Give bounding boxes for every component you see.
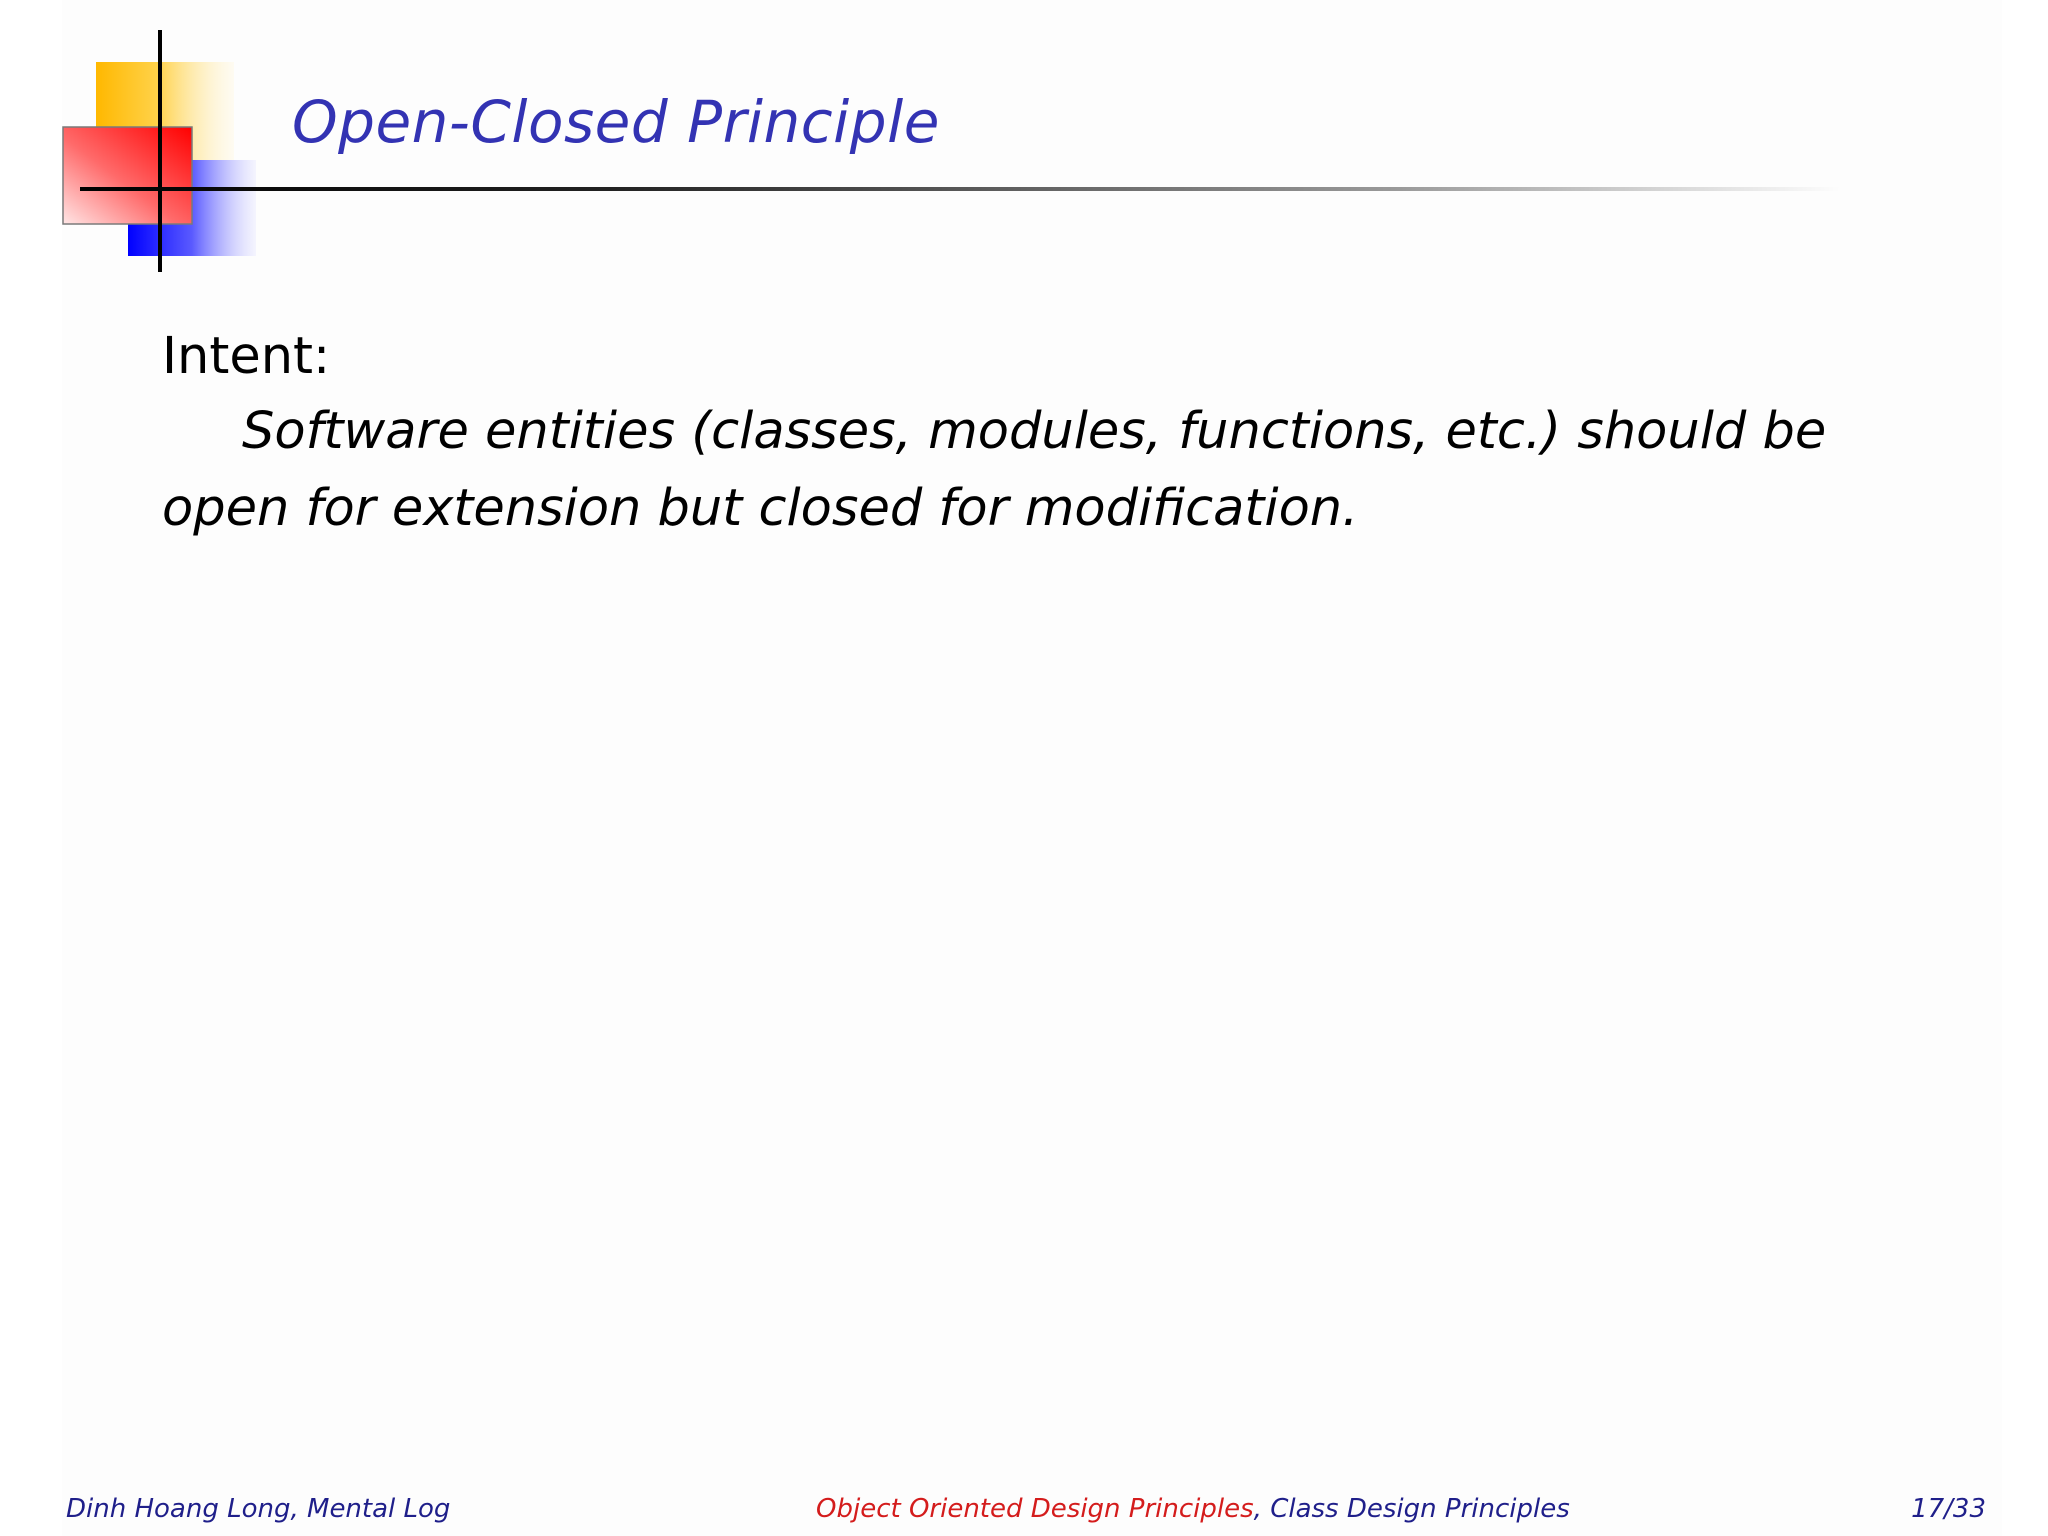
slide-logo-icon	[0, 0, 270, 280]
logo-red-square	[63, 127, 192, 224]
footer-author: Dinh Hoang Long, Mental Log	[66, 1494, 451, 1524]
footer-separator: ,	[1253, 1494, 1262, 1524]
slide-background	[62, 0, 2002, 1536]
logo-vertical-line	[158, 30, 162, 272]
slide-title: Open-Closed Principle	[292, 88, 940, 156]
intent-label: Intent:	[162, 327, 331, 386]
intent-statement-line-2: open for extension but closed for modification.	[162, 479, 1359, 538]
page-number: 17/33	[1911, 1494, 1986, 1524]
footer-subsection: Class Design Principles	[1270, 1494, 1570, 1524]
footer-section-title	[816, 1494, 1570, 1524]
intent-statement-line-1: Software entities (classes, modules, functions, etc.) should be	[242, 402, 1827, 461]
footer-section: Object Oriented Design Principles	[816, 1494, 1254, 1524]
title-rule	[80, 187, 1840, 191]
